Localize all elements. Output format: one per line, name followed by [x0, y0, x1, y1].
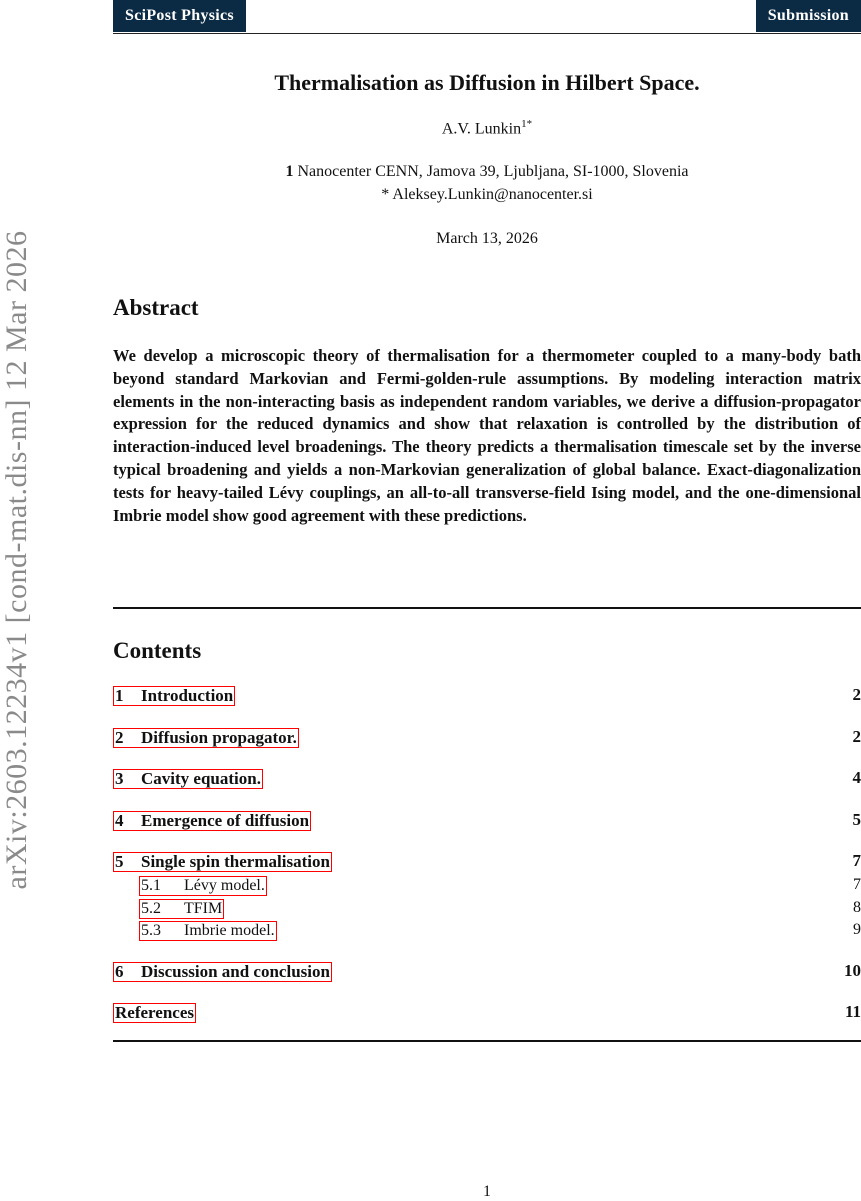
paper-date: March 13, 2026 — [113, 230, 861, 248]
toc-number: 2 — [115, 729, 141, 747]
toc-page: 8 — [853, 899, 861, 917]
toc-title: Lévy model. — [184, 877, 265, 894]
submission-badge: Submission — [756, 0, 861, 32]
toc-link[interactable] — [113, 686, 235, 706]
affiliation-number: 1 — [285, 163, 293, 180]
journal-badge: SciPost Physics — [113, 0, 246, 32]
toc-entry-references[interactable] — [113, 1003, 861, 1025]
toc-link[interactable] — [113, 769, 263, 789]
toc-entry-tfim[interactable] — [113, 899, 861, 921]
toc-number: 3 — [115, 770, 141, 788]
author-name: A.V. Lunkin — [442, 120, 521, 137]
toc-page: 9 — [853, 921, 861, 939]
toc-number: 6 — [115, 963, 141, 981]
toc-title: Introduction — [141, 686, 233, 705]
contents-top-rule — [113, 607, 861, 609]
toc-page: 5 — [853, 811, 861, 829]
author-email: * Aleksey.Lunkin@nanocenter.si — [113, 186, 861, 204]
arxiv-identifier: arXiv:2603.12234v1 [cond-mat.dis-nn] 12 Mar 2026 — [0, 231, 34, 890]
affiliation-text: Nanocenter CENN, Jamova 39, Ljubljana, SI-1000, Slovenia — [297, 163, 688, 180]
toc-page: 4 — [853, 769, 861, 787]
toc-number: 5.3 — [141, 922, 184, 940]
author-line — [113, 118, 861, 138]
page-number: 1 — [113, 1183, 861, 1201]
toc-entry-introduction[interactable] — [113, 686, 861, 708]
toc-link[interactable] — [113, 852, 332, 872]
arxiv-sidebar-stamp — [0, 220, 34, 900]
toc-page: 7 — [853, 852, 861, 870]
abstract-text: We develop a microscopic theory of thermalisation for a thermometer coupled to a many-body bath beyond standard Markovian and Fermi-golden-rule assumptions. By modeling interaction matrix elements in the non-interacting basis as independent random variables, we derive a diffusion-propagator expression for the reduced dynamics and show that relaxation is controlled by the distribution of interaction-induced level broadenings. The theory predicts a thermalisation timescale set by the inverse typical broadening and yields a non-Markovian generalization of global balance. Exact-diagonalization tests for heavy-tailed Lévy couplings, an all-to-all transverse-field Ising model, and the one-dimensional Imbrie model show good agreement with these predictions. — [113, 345, 861, 527]
toc-number: 5.2 — [141, 900, 184, 918]
toc-page: 2 — [853, 728, 861, 746]
page-header — [113, 0, 861, 34]
toc-title: TFIM — [184, 900, 222, 917]
toc-page: 7 — [853, 876, 861, 894]
toc-page: 10 — [844, 962, 861, 980]
toc-number: 5.1 — [141, 877, 184, 895]
toc-link[interactable] — [113, 962, 332, 982]
toc-link[interactable] — [113, 1003, 196, 1023]
toc-entry-cavity-equation[interactable] — [113, 769, 861, 791]
toc-link[interactable] — [113, 811, 311, 831]
toc-entry-single-spin-thermalisation[interactable] — [113, 852, 861, 874]
toc-link[interactable] — [139, 899, 224, 919]
toc-number: 1 — [115, 687, 141, 705]
toc-title: Emergence of diffusion — [141, 811, 309, 830]
contents-heading: Contents — [113, 638, 201, 664]
toc-title: Discussion and conclusion — [141, 962, 330, 981]
affiliation — [113, 163, 861, 181]
toc-entry-discussion[interactable] — [113, 962, 861, 984]
contents-bottom-rule — [113, 1040, 861, 1042]
toc-entry-imbrie-model[interactable] — [113, 921, 861, 943]
toc-title: Diffusion propagator. — [141, 728, 297, 747]
author-superscript: 1* — [521, 118, 532, 130]
toc-title: Single spin thermalisation — [141, 852, 330, 871]
paper-title: Thermalisation as Diffusion in Hilbert Space. — [113, 70, 861, 96]
toc-link[interactable] — [139, 921, 277, 941]
toc-entry-diffusion-propagator[interactable] — [113, 728, 861, 750]
toc-number: 4 — [115, 812, 141, 830]
toc-link[interactable] — [139, 876, 267, 896]
toc-number: 5 — [115, 853, 141, 871]
toc-title: Cavity equation. — [141, 769, 261, 788]
toc-title: Imbrie model. — [184, 922, 275, 939]
toc-page: 2 — [853, 686, 861, 704]
toc-title: References — [115, 1003, 194, 1022]
abstract-heading: Abstract — [113, 295, 199, 321]
toc-entry-emergence-of-diffusion[interactable] — [113, 811, 861, 833]
toc-link[interactable] — [113, 728, 299, 748]
toc-entry-levy-model[interactable] — [113, 876, 861, 898]
toc-page: 11 — [845, 1003, 861, 1021]
